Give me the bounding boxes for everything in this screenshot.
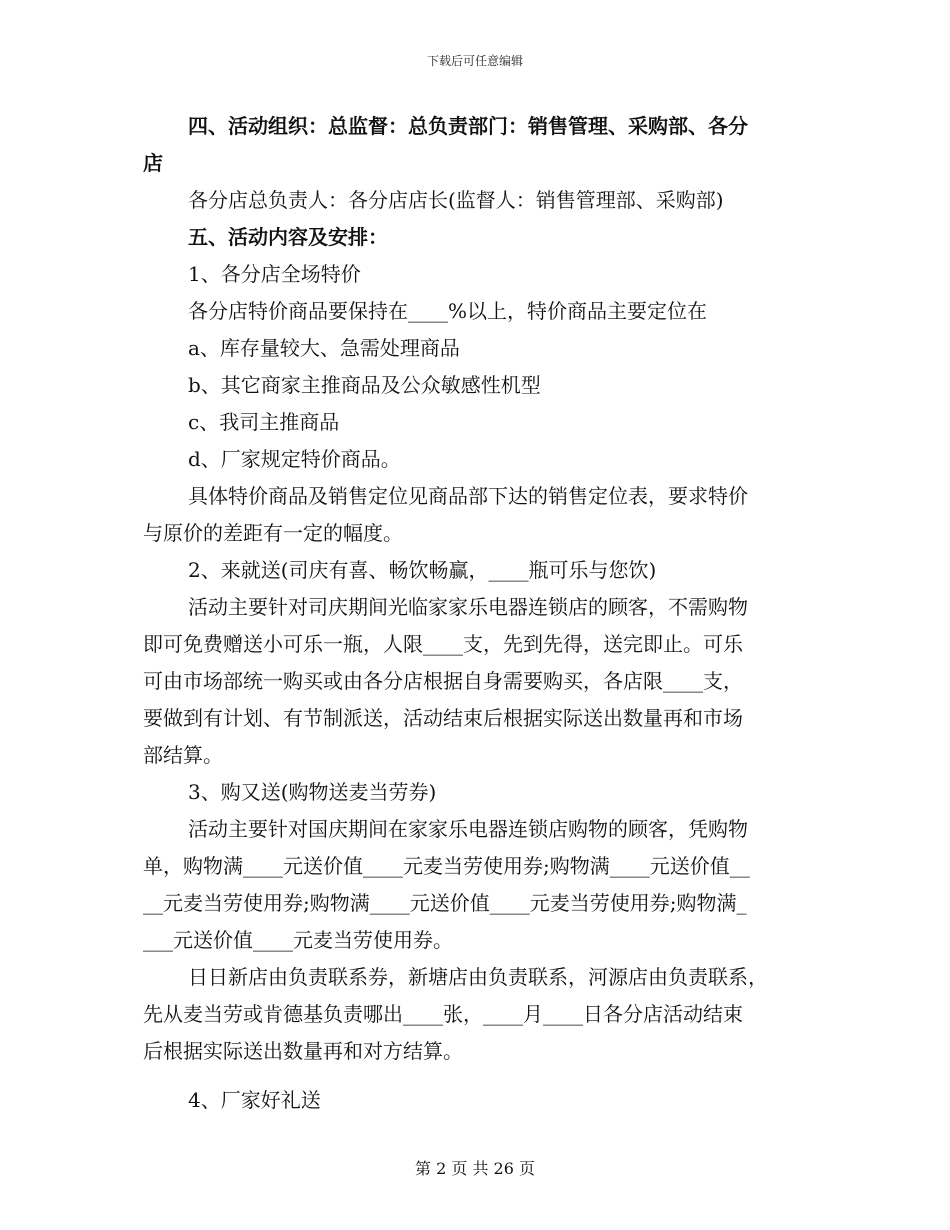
page-header: 下载后可任意编辑 xyxy=(426,54,523,68)
paragraph xyxy=(143,182,811,219)
text-line: 2、来就送(司庆有喜、畅饮畅赢，____瓶可乐与您饮) xyxy=(188,558,657,582)
text-line: 与原价的差距有一定的幅度。 xyxy=(143,521,403,545)
text-line: 日日新店由负责联系券，新塘店由负责联系，河源店由负责联系， xyxy=(188,965,768,989)
paragraph xyxy=(143,811,811,959)
paragraph xyxy=(143,478,811,552)
text-line: 4、厂家好礼送 xyxy=(188,1088,321,1112)
paragraph xyxy=(143,552,811,589)
text-line: 具体特价商品及销售定位见商品部下达的销售定位表，要求特价 xyxy=(188,484,748,508)
text-line: b、其它商家主推商品及公众敏感性机型 xyxy=(188,373,541,397)
text-line: 后根据实际送出数量再和对方结算。 xyxy=(143,1039,463,1063)
paragraph xyxy=(143,330,811,367)
paragraph xyxy=(143,589,811,774)
text-line: 即可免费赠送小可乐一瓶，人限____支，先到先得，送完即止。可乐 xyxy=(143,632,743,656)
text-line: 单，购物满____元送价值____元麦当劳使用券;购物满____元送价值__ xyxy=(143,854,750,878)
text-line: 店 xyxy=(143,151,163,175)
text-line: 可由市场部统一购买或由各分店根据自身需要购买，各店限____支， xyxy=(143,669,743,693)
text-line: 活动主要针对国庆期间在家家乐电器连锁店购物的顾客，凭购物 xyxy=(188,817,748,841)
text-line: 1、各分店全场特价 xyxy=(188,262,361,286)
text-line: 各分店总负责人：各分店店长(监督人：销售管理部、采购部) xyxy=(188,188,724,212)
text-line: 四、活动组织：总监督：总负责部门：销售管理、采购部、各分 xyxy=(188,114,748,138)
paragraph xyxy=(143,774,811,811)
text-line: 3、购又送(购物送麦当劳券) xyxy=(188,780,437,804)
section-heading xyxy=(143,108,811,182)
text-line: __元麦当劳使用券;购物满____元送价值____元麦当劳使用券;购物满_ xyxy=(143,891,747,915)
paragraph xyxy=(143,959,811,1070)
text-line: 部结算。 xyxy=(143,743,223,767)
text-line: ___元送价值____元麦当劳使用券。 xyxy=(143,928,453,952)
text-line: c、我司主推商品 xyxy=(188,410,340,434)
text-line: 各分店特价商品要保持在____%以上，特价商品主要定位在 xyxy=(188,299,708,323)
page-footer: 第 2 页 共 26 页 xyxy=(415,1159,535,1178)
paragraph xyxy=(143,293,811,330)
text-line: d、厂家规定特价商品。 xyxy=(188,447,401,471)
text-line: 先从麦当劳或肯德基负责哪出____张，____月____日各分店活动结束 xyxy=(143,1002,743,1026)
text-line: 五、活动内容及安排： xyxy=(188,225,388,249)
text-line: a、库存量较大、急需处理商品 xyxy=(188,336,460,360)
paragraph xyxy=(143,367,811,404)
section-heading xyxy=(143,219,811,256)
paragraph xyxy=(143,256,811,293)
text-line: 活动主要针对司庆期间光临家家乐电器连锁店的顾客，不需购物 xyxy=(188,595,748,619)
document-body xyxy=(143,108,811,1119)
text-line: 要做到有计划、有节制派送，活动结束后根据实际送出数量再和市场 xyxy=(143,706,743,730)
paragraph xyxy=(143,1082,811,1119)
paragraph xyxy=(143,441,811,478)
paragraph xyxy=(143,404,811,441)
